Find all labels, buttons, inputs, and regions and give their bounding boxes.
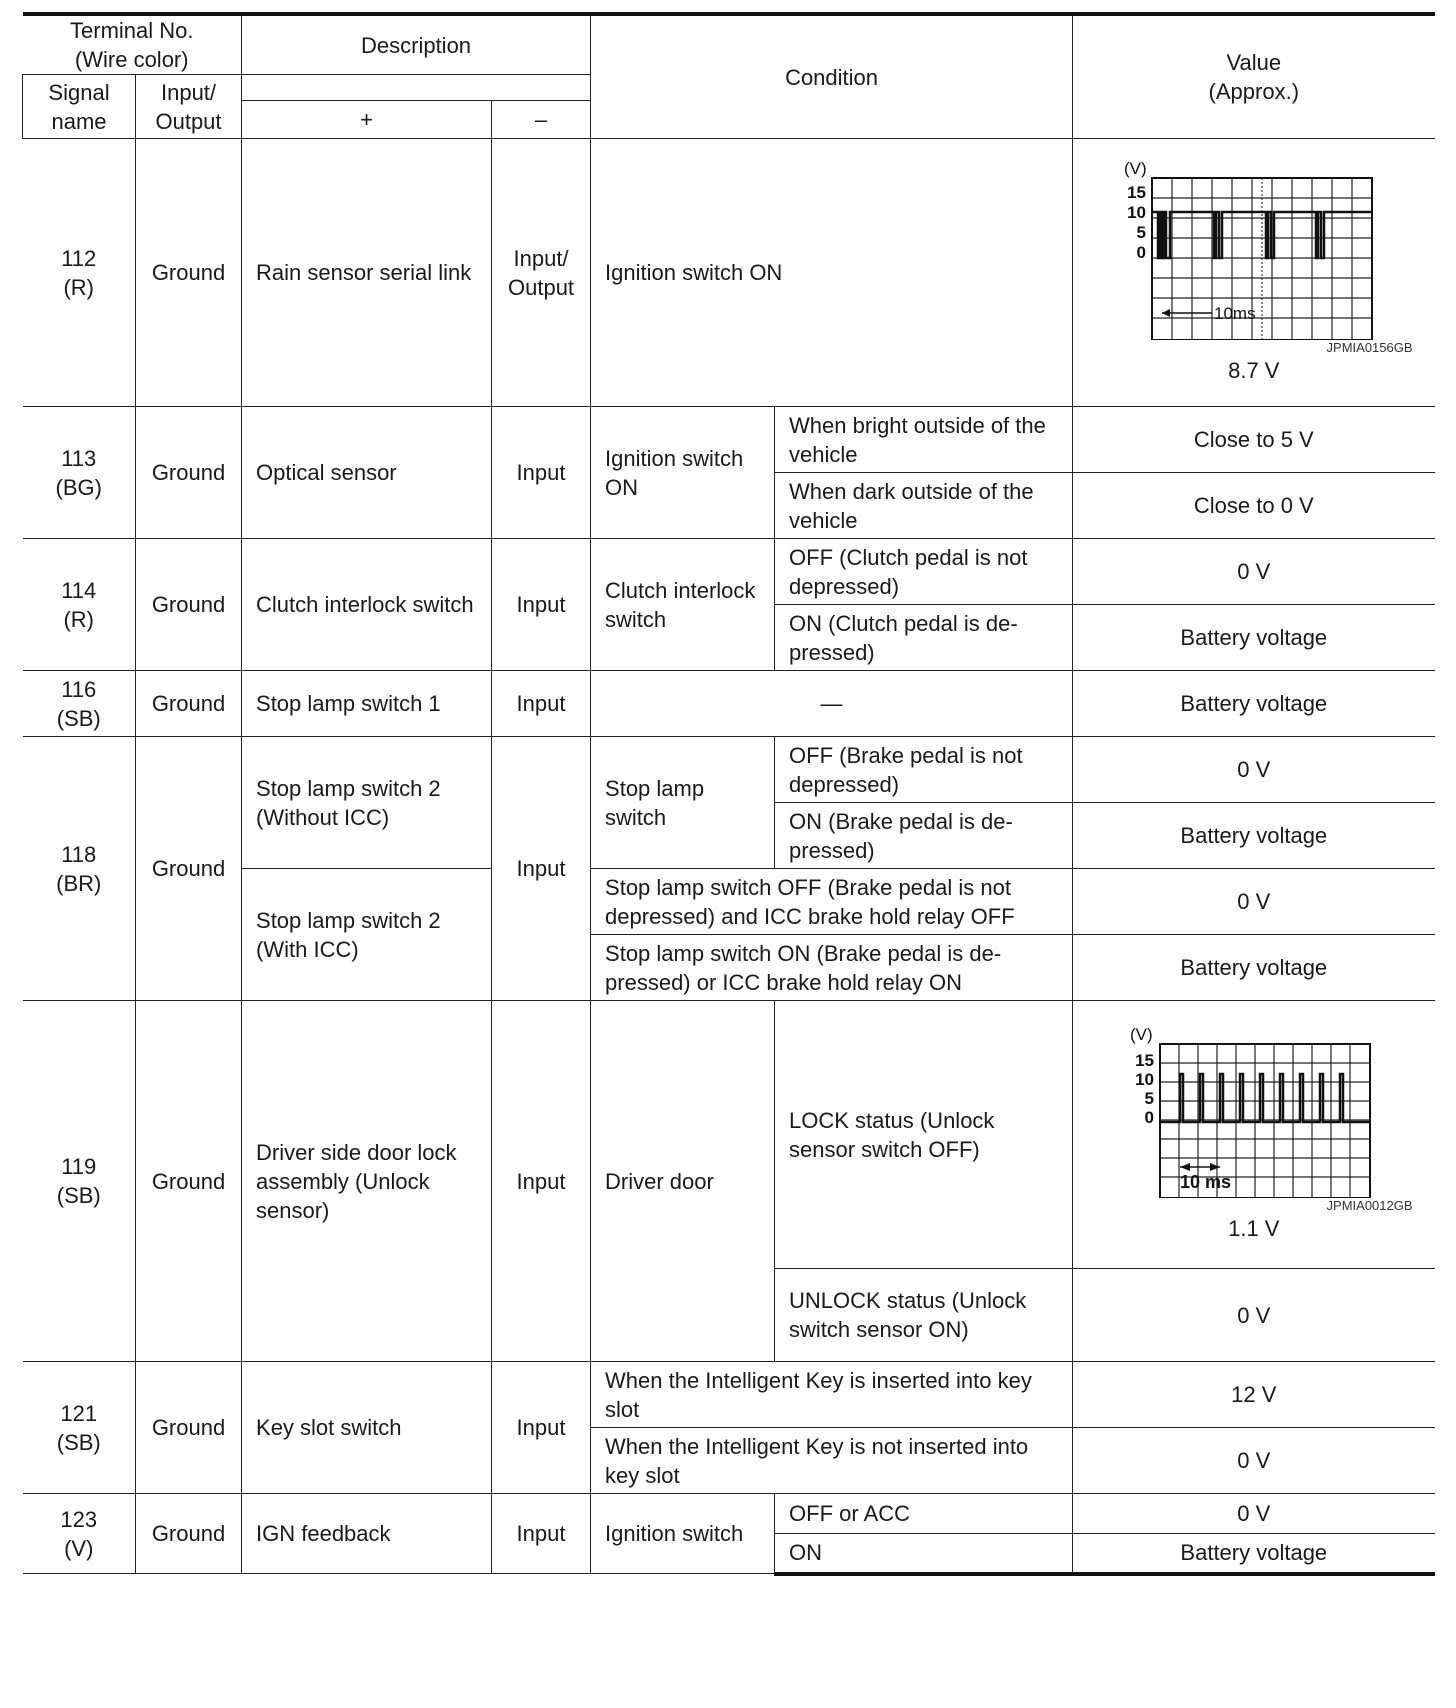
- condition: —: [591, 671, 1073, 737]
- value: 0 V: [1073, 1494, 1435, 1534]
- ground-terminal: Ground: [136, 671, 242, 737]
- header-value: Value (Approx.): [1073, 14, 1435, 139]
- sub-condition: LOCK status (Unlock sensor switch OFF): [775, 1001, 1073, 1269]
- value: 0 V: [1073, 1269, 1435, 1362]
- table-row: [23, 1494, 1435, 1534]
- terminal-spec-table: [22, 12, 1435, 1576]
- condition: Ignition switch ON: [591, 407, 775, 539]
- svg-text:0: 0: [1136, 243, 1146, 262]
- io-type: Input: [492, 1001, 591, 1362]
- terminal-no: 119 (SB): [23, 1001, 136, 1362]
- value: 1.1 V: [1228, 1216, 1280, 1241]
- header-plus: +: [242, 101, 492, 139]
- header-io: Input/ Output: [136, 75, 242, 139]
- terminal-no: 114 (R): [23, 539, 136, 671]
- value: Battery voltage: [1073, 1534, 1435, 1574]
- table-row: [23, 539, 1435, 605]
- terminal-no: 116 (SB): [23, 671, 136, 737]
- io-type: Input: [492, 539, 591, 671]
- condition: When the Intelligent Key is not inserted into key slot: [591, 1428, 1073, 1494]
- waveform-door-lock: [1104, 1026, 1404, 1198]
- value: 0 V: [1073, 539, 1435, 605]
- condition: Driver door: [591, 1001, 775, 1362]
- io-type: Input: [492, 407, 591, 539]
- ground-terminal: Ground: [136, 139, 242, 407]
- ground-terminal: Ground: [136, 1001, 242, 1362]
- value: Battery voltage: [1073, 803, 1435, 869]
- io-type: Input: [492, 1362, 591, 1494]
- ground-terminal: Ground: [136, 737, 242, 1001]
- sub-condition: ON (Brake pedal is de-pressed): [775, 803, 1073, 869]
- waveform-scale-label: 10ms: [1213, 304, 1256, 323]
- sub-condition: ON (Clutch pedal is de-pressed): [775, 605, 1073, 671]
- io-type: Input: [492, 1494, 591, 1574]
- terminal-no: 118 (BR): [23, 737, 136, 1001]
- condition: Stop lamp switch: [591, 737, 775, 869]
- signal-name: Optical sensor: [242, 407, 492, 539]
- value: 0 V: [1073, 737, 1435, 803]
- sub-condition: OFF (Clutch pedal is not depressed): [775, 539, 1073, 605]
- terminal-no: 123 (V): [23, 1494, 136, 1574]
- value: 12 V: [1073, 1362, 1435, 1428]
- ground-terminal: Ground: [136, 539, 242, 671]
- terminal-no: 113 (BG): [23, 407, 136, 539]
- figure-code: JPMIA0012GB: [1326, 1198, 1413, 1213]
- svg-text:(V): (V): [1123, 160, 1147, 178]
- ground-terminal: Ground: [136, 1362, 242, 1494]
- waveform-scale-label: 10 ms: [1179, 1172, 1231, 1192]
- condition: Clutch interlock switch: [591, 539, 775, 671]
- header-condition: Condition: [591, 14, 1073, 139]
- condition: Stop lamp switch ON (Brake pedal is de-pressed) or ICC brake hold relay ON: [591, 935, 1073, 1001]
- value: Close to 5 V: [1073, 407, 1435, 473]
- value-cell: [1073, 139, 1435, 407]
- signal-name: Driver side door lock assembly (Unlock sensor): [242, 1001, 492, 1362]
- table-row: [23, 737, 1435, 803]
- svg-text:15: 15: [1134, 1051, 1154, 1070]
- value: Battery voltage: [1073, 935, 1435, 1001]
- sub-condition: ON: [775, 1534, 1073, 1574]
- signal-name: Stop lamp switch 2 (With ICC): [242, 869, 492, 1001]
- table-row: [23, 1001, 1435, 1269]
- header-signal-name: Signal name: [23, 75, 136, 139]
- signal-name: Rain sensor serial link: [242, 139, 492, 407]
- svg-text:5: 5: [1136, 223, 1146, 242]
- value-cell: [1073, 1001, 1435, 1269]
- sub-condition: OFF (Brake pedal is not depressed): [775, 737, 1073, 803]
- io-type: Input: [492, 671, 591, 737]
- value: 8.7 V: [1228, 358, 1280, 383]
- signal-name: Key slot switch: [242, 1362, 492, 1494]
- value: Battery voltage: [1073, 671, 1435, 737]
- table-row: [23, 1362, 1435, 1428]
- svg-text:10: 10: [1134, 1070, 1154, 1089]
- svg-text:0: 0: [1144, 1108, 1154, 1127]
- signal-name: IGN feedback: [242, 1494, 492, 1574]
- signal-name: Stop lamp switch 1: [242, 671, 492, 737]
- svg-text:5: 5: [1144, 1089, 1154, 1108]
- value: Battery voltage: [1073, 605, 1435, 671]
- waveform-rain-sensor: [1104, 160, 1404, 340]
- sub-condition: When dark outside of the vehicle: [775, 473, 1073, 539]
- header-terminal-no: Terminal No. (Wire color): [23, 14, 242, 75]
- header-minus: –: [492, 101, 591, 139]
- terminal-no: 112 (R): [23, 139, 136, 407]
- signal-name: Clutch interlock switch: [242, 539, 492, 671]
- table-row: [23, 407, 1435, 473]
- terminal-no: 121 (SB): [23, 1362, 136, 1494]
- sub-condition: OFF or ACC: [775, 1494, 1073, 1534]
- signal-name: Stop lamp switch 2 (Without ICC): [242, 737, 492, 869]
- io-type: Input: [492, 737, 591, 1001]
- condition: When the Intelligent Key is inserted into key slot: [591, 1362, 1073, 1428]
- figure-code: JPMIA0156GB: [1326, 340, 1413, 355]
- ground-terminal: Ground: [136, 1494, 242, 1574]
- value: Close to 0 V: [1073, 473, 1435, 539]
- header-description: Description: [242, 14, 591, 75]
- svg-text:15: 15: [1126, 183, 1146, 202]
- condition: Ignition switch: [591, 1494, 775, 1574]
- value: 0 V: [1073, 1428, 1435, 1494]
- ground-terminal: Ground: [136, 407, 242, 539]
- svg-text:(V): (V): [1129, 1026, 1153, 1044]
- sub-condition: UNLOCK status (Unlock switch sensor ON): [775, 1269, 1073, 1362]
- io-type: Input/ Output: [492, 139, 591, 407]
- table-row: [23, 671, 1435, 737]
- table-row: [23, 139, 1435, 407]
- sub-condition: When bright outside of the vehicle: [775, 407, 1073, 473]
- svg-text:10: 10: [1126, 203, 1146, 222]
- condition: Ignition switch ON: [591, 139, 1073, 407]
- value: 0 V: [1073, 869, 1435, 935]
- condition: Stop lamp switch OFF (Brake pedal is not depressed) and ICC brake hold relay OFF: [591, 869, 1073, 935]
